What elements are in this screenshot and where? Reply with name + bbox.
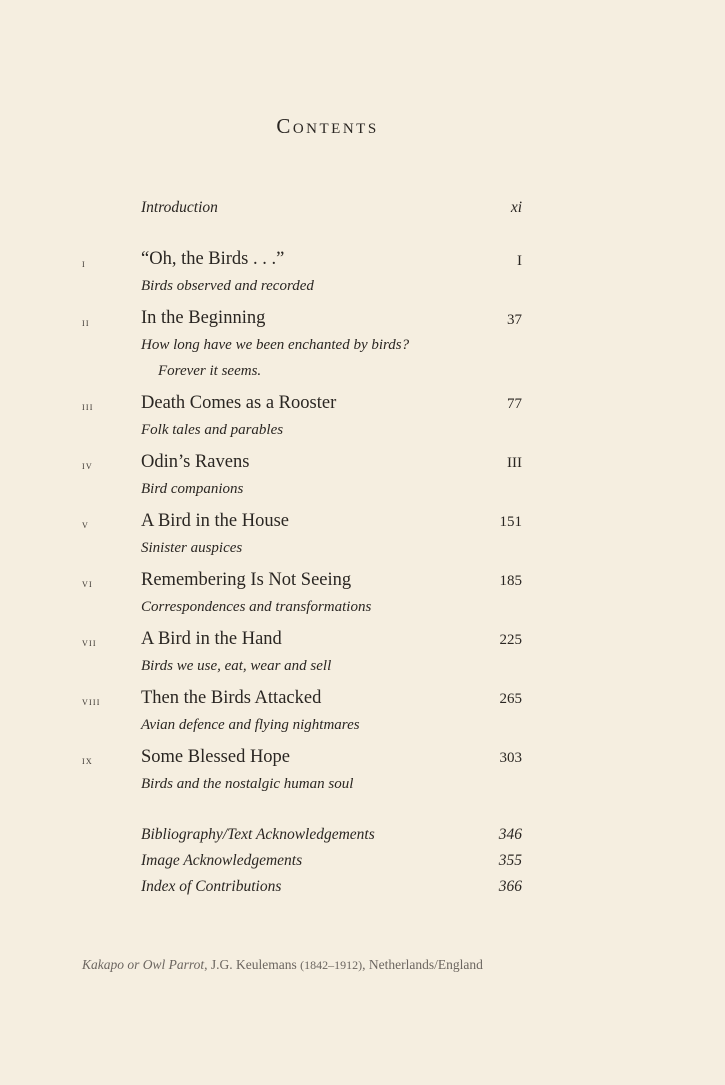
chapter-page: 265 bbox=[499, 691, 522, 707]
chapter-subtitle: Sinister auspices bbox=[141, 540, 243, 556]
chapter-subtitle: Avian defence and flying nightmares bbox=[141, 717, 360, 733]
chapter-numeral: v bbox=[82, 517, 89, 531]
toc-entry-label: Introduction bbox=[141, 199, 218, 216]
toc-entry-page: 346 bbox=[498, 826, 522, 843]
chapter-page: 303 bbox=[499, 750, 522, 766]
caption-years: (1842–1912) bbox=[300, 958, 363, 972]
chapter-title: A Bird in the House bbox=[141, 511, 289, 531]
toc-entry-page: xi bbox=[510, 199, 522, 216]
chapter-page: 77 bbox=[507, 396, 522, 412]
chapter-subtitle: How long have we been enchanted by birds? bbox=[141, 337, 410, 353]
chapter-numeral: ix bbox=[82, 753, 93, 767]
chapter-subtitle: Folk tales and parables bbox=[141, 422, 284, 438]
caption-work-title: Kakapo or Owl Parrot bbox=[82, 957, 205, 972]
chapter-page: III bbox=[507, 455, 522, 471]
chapter-title: In the Beginning bbox=[141, 308, 266, 328]
chapter-numeral: vii bbox=[82, 635, 97, 649]
chapter-title: Death Comes as a Rooster bbox=[141, 393, 337, 413]
chapter-page: 185 bbox=[499, 573, 522, 589]
chapter-title: Some Blessed Hope bbox=[141, 747, 291, 767]
chapter-numeral: ii bbox=[82, 315, 90, 329]
chapter-subtitle-continued: Forever it seems. bbox=[158, 363, 262, 379]
caption-artist: , J.G. Keulemans bbox=[204, 957, 301, 972]
toc-entry-label: Image Acknowledgements bbox=[141, 852, 303, 869]
toc-entry-bibliography[interactable] bbox=[0, 826, 725, 850]
chapter-subtitle: Bird companions bbox=[141, 481, 244, 497]
toc-entry-introduction[interactable] bbox=[0, 199, 725, 223]
chapter-page: 151 bbox=[499, 514, 522, 530]
chapter-numeral: vi bbox=[82, 576, 93, 590]
chapter-subtitle: Correspondences and transformations bbox=[141, 599, 372, 615]
chapter-numeral: i bbox=[82, 256, 86, 270]
toc-entry-page: 355 bbox=[498, 852, 522, 869]
chapter-title: Odin’s Ravens bbox=[141, 452, 250, 472]
chapter-numeral: viii bbox=[82, 694, 101, 708]
chapter-numeral: iv bbox=[82, 458, 93, 472]
toc-entry-index[interactable] bbox=[0, 878, 725, 902]
toc-entry-image-acknowledgements[interactable] bbox=[0, 852, 725, 876]
chapter-numeral: iii bbox=[82, 399, 94, 413]
chapter-subtitle: Birds we use, eat, wear and sell bbox=[141, 658, 332, 674]
chapter-page: 37 bbox=[507, 312, 522, 328]
caption-place: , Netherlands/England bbox=[362, 957, 483, 972]
chapter-page: I bbox=[517, 253, 522, 269]
chapter-title: A Bird in the Hand bbox=[141, 629, 282, 649]
chapter-title: Then the Birds Attacked bbox=[141, 688, 322, 708]
chapter-page: 225 bbox=[499, 632, 522, 648]
page-title: Contents bbox=[276, 114, 379, 138]
toc-entry-page: 366 bbox=[498, 878, 522, 895]
toc-entry-label: Index of Contributions bbox=[141, 878, 282, 895]
chapter-title: Remembering Is Not Seeing bbox=[141, 570, 352, 590]
chapter-title: “Oh, the Birds . . .” bbox=[141, 249, 285, 269]
image-caption bbox=[82, 957, 483, 973]
toc-entry-label: Bibliography/Text Acknowledgements bbox=[141, 826, 375, 843]
chapter-subtitle: Birds and the nostalgic human soul bbox=[141, 776, 354, 792]
chapter-subtitle: Birds observed and recorded bbox=[141, 278, 314, 294]
